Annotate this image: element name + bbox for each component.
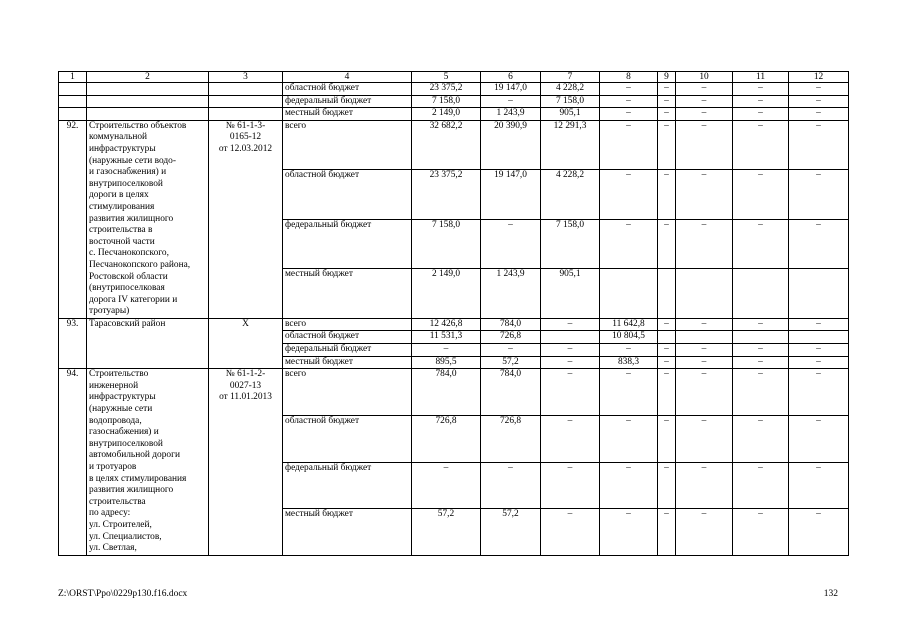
- budget-source-cell: областной бюджет: [283, 415, 412, 462]
- value-cell: 12 291,3: [541, 120, 600, 170]
- description-cell: [87, 369, 209, 556]
- value-cell: –: [658, 108, 676, 121]
- column-number-header: 2: [87, 72, 209, 83]
- description-line: (наружные сети: [89, 404, 153, 415]
- value-cell: 726,8: [481, 331, 541, 344]
- value-cell: –: [658, 95, 676, 108]
- budget-source-cell: всего: [283, 369, 412, 416]
- value-cell: –: [676, 318, 733, 331]
- table-row: [59, 120, 849, 170]
- value-cell: –: [541, 369, 600, 416]
- description-line: (наружные сети водо-: [89, 155, 176, 166]
- value-cell: [789, 269, 849, 319]
- value-cell: –: [733, 369, 789, 416]
- value-cell: –: [600, 415, 658, 462]
- budget-source-cell: федеральный бюджет: [283, 95, 412, 108]
- budget-source-cell: областной бюджет: [283, 331, 412, 344]
- value-cell: 726,8: [412, 415, 481, 462]
- value-cell: –: [733, 108, 789, 121]
- value-cell: –: [676, 120, 733, 170]
- value-cell: 11 642,8: [600, 318, 658, 331]
- value-cell: –: [789, 509, 849, 556]
- column-number-header: 4: [283, 72, 412, 83]
- value-cell: [541, 331, 600, 344]
- document-line: 0027-13: [229, 380, 262, 391]
- value-cell: –: [600, 509, 658, 556]
- value-cell: 895,5: [412, 356, 481, 369]
- column-number-header: 1: [59, 72, 87, 83]
- description-line: инфраструктуры: [89, 143, 156, 154]
- row-number-cell: [59, 108, 87, 121]
- value-cell: [733, 331, 789, 344]
- value-cell: 838,3: [600, 356, 658, 369]
- value-cell: –: [733, 120, 789, 170]
- table-row: [59, 108, 849, 121]
- value-cell: [676, 269, 733, 319]
- description-line: коммунальной: [89, 132, 148, 143]
- budget-source-cell: всего: [283, 120, 412, 170]
- value-cell: –: [658, 120, 676, 170]
- value-cell: –: [676, 462, 733, 509]
- value-cell: 11 531,3: [412, 331, 481, 344]
- value-cell: –: [789, 120, 849, 170]
- description-line: развития жилищного: [89, 213, 174, 224]
- value-cell: 19 147,0: [481, 170, 541, 220]
- budget-source-cell: областной бюджет: [283, 170, 412, 220]
- column-number-header: 6: [481, 72, 541, 83]
- value-cell: 2 149,0: [412, 269, 481, 319]
- value-cell: –: [541, 509, 600, 556]
- value-cell: –: [733, 318, 789, 331]
- budget-source-cell: федеральный бюджет: [283, 344, 412, 357]
- description-line: с. Песчанокопского,: [89, 248, 169, 259]
- description-line: восточной части: [89, 236, 155, 247]
- value-cell: 7 158,0: [412, 95, 481, 108]
- column-number-header: 7: [541, 72, 600, 83]
- description-line: тротуары): [89, 306, 130, 317]
- value-cell: 57,2: [481, 509, 541, 556]
- document-cell: [209, 120, 283, 318]
- value-cell: –: [541, 356, 600, 369]
- header-row: [59, 72, 849, 83]
- value-cell: –: [600, 219, 658, 269]
- value-cell: –: [789, 369, 849, 416]
- budget-source-cell: федеральный бюджет: [283, 219, 412, 269]
- value-cell: –: [600, 83, 658, 96]
- value-cell: [600, 269, 658, 319]
- description-line: Строительство объектов: [89, 120, 187, 131]
- value-cell: –: [412, 462, 481, 509]
- value-cell: 23 375,2: [412, 170, 481, 220]
- value-cell: –: [600, 344, 658, 357]
- description-cell: Тарасовский район: [87, 318, 209, 368]
- description-line: в целях стимулирования: [89, 473, 187, 484]
- description-line: ул. Светлая,: [89, 543, 137, 554]
- value-cell: –: [733, 415, 789, 462]
- value-cell: –: [600, 462, 658, 509]
- value-cell: –: [600, 120, 658, 170]
- value-cell: –: [658, 509, 676, 556]
- description-line: дорога IV категории и: [89, 294, 178, 305]
- value-cell: 4 228,2: [541, 83, 600, 96]
- description-line: инженерной: [89, 380, 139, 391]
- table-row: [59, 83, 849, 96]
- description-line: строительства в: [89, 225, 153, 236]
- document-line: № 61-1-3-: [225, 120, 266, 131]
- value-cell: –: [481, 462, 541, 509]
- value-cell: –: [658, 462, 676, 509]
- value-cell: –: [658, 369, 676, 416]
- value-cell: 2 149,0: [412, 108, 481, 121]
- value-cell: –: [676, 170, 733, 220]
- description-line: и тротуаров: [89, 462, 137, 472]
- value-cell: –: [676, 415, 733, 462]
- value-cell: –: [733, 219, 789, 269]
- footer-page-number: 132: [823, 589, 838, 599]
- value-cell: –: [541, 344, 600, 357]
- row-number-cell: [59, 83, 87, 96]
- value-cell: –: [733, 95, 789, 108]
- description-line: Песчанокопского района,: [89, 259, 191, 270]
- column-number-header: 5: [412, 72, 481, 83]
- value-cell: –: [676, 344, 733, 357]
- value-cell: –: [412, 344, 481, 357]
- value-cell: –: [676, 509, 733, 556]
- footer-file-path: Z:\ORST\Ppo\0229p130.f16.docx: [58, 589, 188, 599]
- value-cell: 1 243,9: [481, 108, 541, 121]
- value-cell: –: [600, 369, 658, 416]
- value-cell: 905,1: [541, 108, 600, 121]
- description-cell: [87, 95, 209, 108]
- table-row: [59, 369, 849, 416]
- column-number-header: 8: [600, 72, 658, 83]
- budget-source-cell: местный бюджет: [283, 356, 412, 369]
- description-line: внутрипоселковой: [89, 178, 163, 189]
- value-cell: –: [541, 415, 600, 462]
- value-cell: –: [658, 170, 676, 220]
- row-number-cell: 94.: [59, 369, 87, 556]
- value-cell: [658, 331, 676, 344]
- description-line: инфраструктуры: [89, 392, 156, 403]
- value-cell: 1 243,9: [481, 269, 541, 319]
- value-cell: 7 158,0: [541, 219, 600, 269]
- description-line: автомобильной дороги: [89, 450, 180, 461]
- value-cell: –: [789, 170, 849, 220]
- budget-source-cell: местный бюджет: [283, 108, 412, 121]
- description-line: и газоснабжения) и: [89, 167, 167, 178]
- value-cell: 4 228,2: [541, 170, 600, 220]
- value-cell: –: [676, 83, 733, 96]
- document-line: 0165-12: [229, 132, 262, 143]
- value-cell: –: [676, 356, 733, 369]
- value-cell: –: [658, 219, 676, 269]
- row-number-cell: [59, 95, 87, 108]
- description-line: стимулирования: [89, 201, 155, 212]
- value-cell: –: [789, 356, 849, 369]
- value-cell: –: [789, 108, 849, 121]
- budget-source-cell: местный бюджет: [283, 269, 412, 319]
- value-cell: –: [733, 344, 789, 357]
- description-line: Ростовской области: [89, 271, 168, 282]
- value-cell: 32 682,2: [412, 120, 481, 170]
- description-line: развития жилищного: [89, 485, 174, 496]
- value-cell: –: [541, 318, 600, 331]
- description-line: дороги в целях: [89, 190, 149, 201]
- value-cell: –: [481, 219, 541, 269]
- value-cell: –: [658, 318, 676, 331]
- value-cell: –: [789, 219, 849, 269]
- column-number-header: 10: [676, 72, 733, 83]
- value-cell: 7 158,0: [412, 219, 481, 269]
- value-cell: 57,2: [412, 509, 481, 556]
- value-cell: –: [600, 108, 658, 121]
- value-cell: –: [481, 95, 541, 108]
- budget-source-cell: всего: [283, 318, 412, 331]
- value-cell: [658, 269, 676, 319]
- description-line: ул. Специалистов,: [89, 531, 162, 542]
- value-cell: –: [789, 318, 849, 331]
- value-cell: –: [658, 356, 676, 369]
- document-cell: [209, 95, 283, 108]
- column-number-header: 12: [789, 72, 849, 83]
- value-cell: –: [789, 415, 849, 462]
- column-number-header: 9: [658, 72, 676, 83]
- value-cell: 7 158,0: [541, 95, 600, 108]
- value-cell: –: [676, 95, 733, 108]
- value-cell: –: [789, 83, 849, 96]
- value-cell: –: [658, 83, 676, 96]
- document-cell: Х: [209, 318, 283, 368]
- value-cell: –: [676, 219, 733, 269]
- column-number-header: 3: [209, 72, 283, 83]
- value-cell: [789, 331, 849, 344]
- value-cell: –: [789, 344, 849, 357]
- description-line: ул. Строителей,: [89, 519, 152, 530]
- column-number-header: 11: [733, 72, 789, 83]
- value-cell: –: [733, 356, 789, 369]
- document-cell: [209, 108, 283, 121]
- budget-table: [58, 71, 849, 556]
- description-cell: [87, 120, 209, 318]
- value-cell: 784,0: [481, 369, 541, 416]
- value-cell: –: [789, 95, 849, 108]
- description-cell: [87, 108, 209, 121]
- description-line: водопровода,: [89, 415, 142, 426]
- row-number-cell: 93.: [59, 318, 87, 368]
- value-cell: –: [733, 509, 789, 556]
- value-cell: 784,0: [412, 369, 481, 416]
- value-cell: 726,8: [481, 415, 541, 462]
- document-line: от 12.03.2012: [218, 143, 273, 154]
- value-cell: 905,1: [541, 269, 600, 319]
- value-cell: [733, 269, 789, 319]
- value-cell: –: [541, 462, 600, 509]
- document-cell: [209, 369, 283, 556]
- document-cell: [209, 83, 283, 96]
- value-cell: 10 804,5: [600, 331, 658, 344]
- budget-source-cell: областной бюджет: [283, 83, 412, 96]
- description-line: внутрипоселковой: [89, 438, 163, 449]
- description-line: газоснабжения) и: [89, 427, 159, 438]
- value-cell: –: [733, 83, 789, 96]
- value-cell: –: [733, 170, 789, 220]
- description-line: Строительство: [89, 369, 149, 380]
- value-cell: 23 375,2: [412, 83, 481, 96]
- value-cell: 19 147,0: [481, 83, 541, 96]
- value-cell: –: [733, 462, 789, 509]
- value-cell: [676, 331, 733, 344]
- value-cell: 12 426,8: [412, 318, 481, 331]
- value-cell: –: [600, 95, 658, 108]
- budget-source-cell: местный бюджет: [283, 509, 412, 556]
- table-row: [59, 318, 849, 331]
- value-cell: 784,0: [481, 318, 541, 331]
- value-cell: 20 390,9: [481, 120, 541, 170]
- value-cell: –: [658, 344, 676, 357]
- document-line: № 61-1-2-: [225, 369, 266, 380]
- description-line: (внутрипоселковая: [89, 283, 165, 294]
- value-cell: –: [600, 170, 658, 220]
- value-cell: 57,2: [481, 356, 541, 369]
- value-cell: –: [658, 415, 676, 462]
- table-row: [59, 95, 849, 108]
- value-cell: –: [789, 462, 849, 509]
- value-cell: –: [676, 108, 733, 121]
- document-line: от 11.01.2013: [219, 392, 272, 403]
- row-number-cell: 92.: [59, 120, 87, 318]
- budget-source-cell: федеральный бюджет: [283, 462, 412, 509]
- value-cell: –: [481, 344, 541, 357]
- description-cell: [87, 83, 209, 96]
- value-cell: –: [676, 369, 733, 416]
- description-line: по адресу:: [89, 508, 131, 519]
- description-line: строительства: [89, 496, 146, 507]
